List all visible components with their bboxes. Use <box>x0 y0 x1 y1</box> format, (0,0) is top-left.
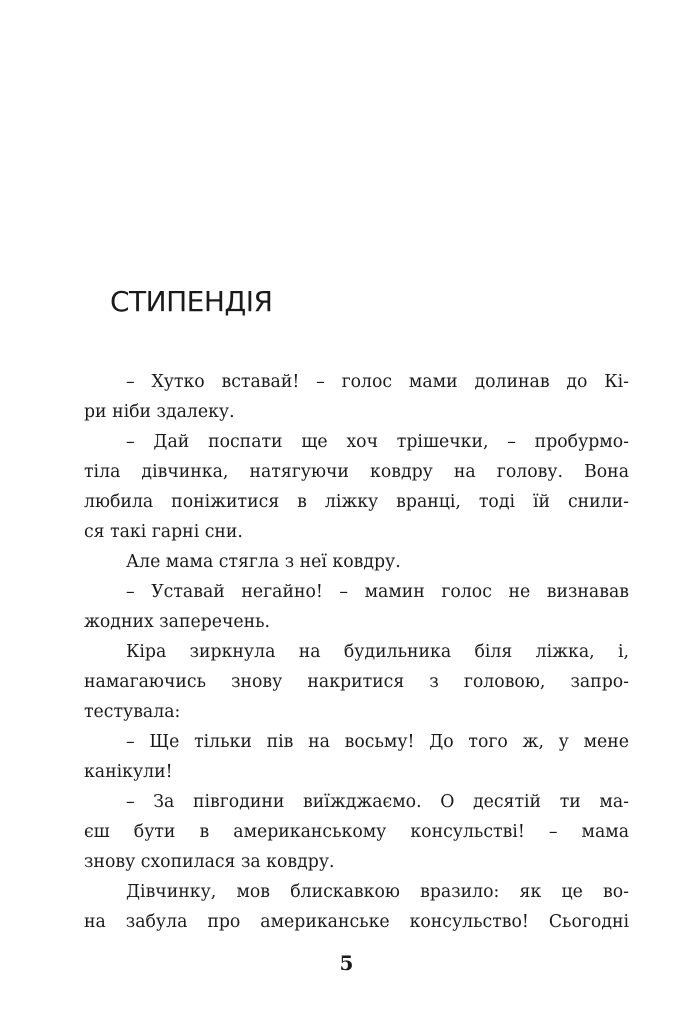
chapter-body-text <box>84 367 629 937</box>
chapter-title: СТИПЕНДІЯ <box>110 285 273 318</box>
text-line: Кіра зиркнула на будильника біля ліжка, і, <box>126 642 629 662</box>
text-line: тіла дівчинка, натягуючи ковдру на голову. Вона <box>84 462 629 482</box>
text-line: Але мама стягла з неї ковдру. <box>126 552 401 572</box>
text-line: Дівчинку, мов блискавкою вразило: як це во- <box>126 882 629 902</box>
text-line: канікули! <box>84 762 173 782</box>
text-line: – Ще тільки пів на восьму! До того ж, у мене <box>126 732 629 752</box>
text-line: ся такі гарні сни. <box>84 522 243 542</box>
text-line: намагаючись знову накритися з головою, запро- <box>84 672 629 692</box>
text-line: жодних заперечень. <box>84 612 271 632</box>
page-number: 5 <box>339 951 354 975</box>
text-line: єш бути в американському консульстві! – мама <box>84 822 629 842</box>
text-line: – Уставай негайно! – мамин голос не визнавав <box>126 582 629 602</box>
text-line: на забула про американське консульство! Сьогодні <box>84 912 629 932</box>
text-line: любила поніжитися в ліжку вранці, тоді їй снили- <box>84 492 629 512</box>
text-line: ри ніби здалеку. <box>84 402 235 422</box>
text-line: – Дай поспати ще хоч трішечки, – пробурмо- <box>126 432 629 452</box>
text-line: – Хутко вставай! – голос мами долинав до Кі- <box>126 372 629 392</box>
text-line: тестувала: <box>84 702 181 722</box>
text-line: – За півгодини виїжджаємо. О десятій ти ма- <box>126 792 629 812</box>
text-line: знову схопилася за ковдру. <box>84 852 335 872</box>
